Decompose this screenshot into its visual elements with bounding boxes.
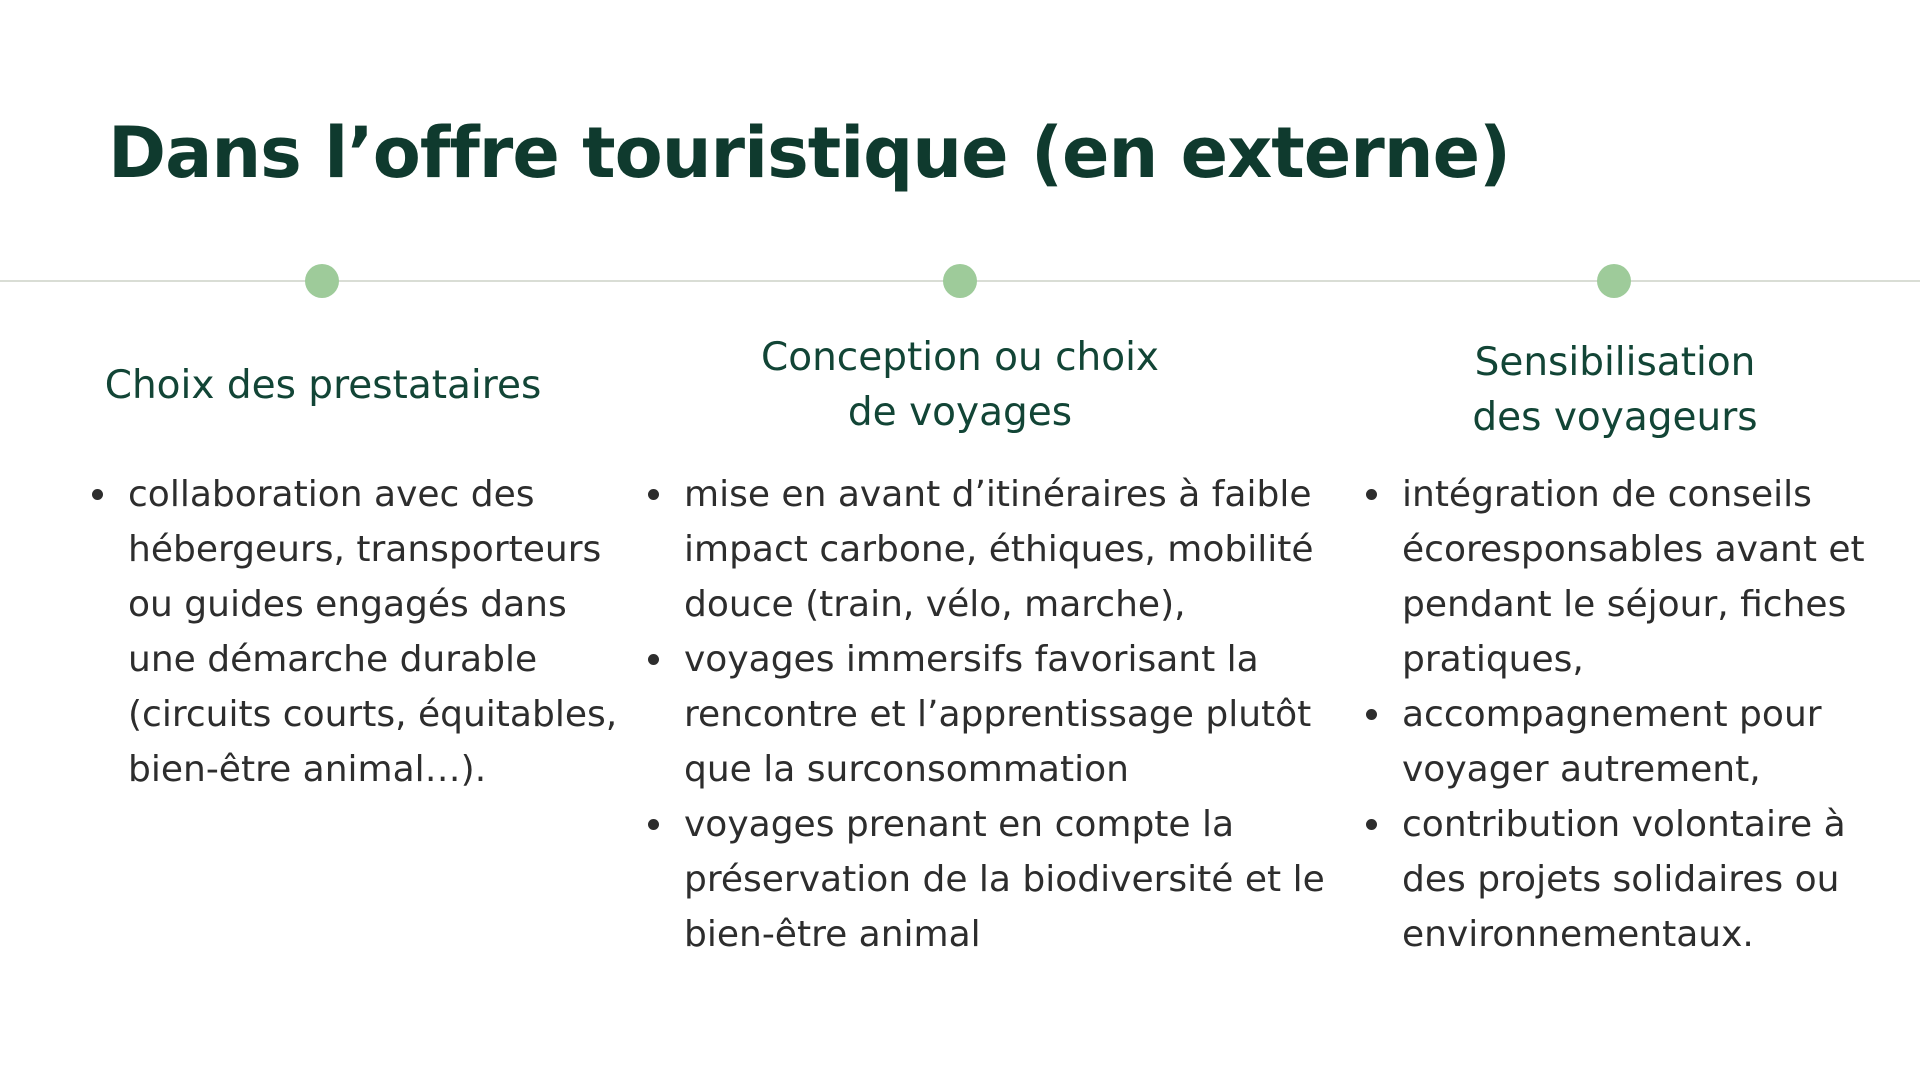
bullet-item: voyages prenant en compte la préservation de la biodiversité et le bien-être animal [648, 797, 1328, 962]
bullet-item: collaboration avec des hébergeurs, transporteurs ou guides engagés dans une démarche durable (circuits courts, équitables, bien-être animal…). [92, 467, 622, 797]
heading-line: des voyageurs [1472, 395, 1758, 440]
heading-line: de voyages [847, 390, 1073, 435]
slide-title: Dans l’offre touristique (en externe) [108, 112, 1511, 194]
column-heading-prestataires [100, 358, 546, 413]
bullet-list-prestataires [92, 467, 622, 797]
heading-line: Choix des prestataires [104, 363, 542, 408]
bullet-item: contribution volontaire à des projets solidaires ou environnementaux. [1366, 797, 1916, 962]
column-heading-sensibilisation [1400, 335, 1830, 445]
timeline-dot [1597, 264, 1631, 298]
bullet-list-sensibilisation [1366, 467, 1916, 962]
heading-line: Sensibilisation [1474, 340, 1756, 385]
bullet-item: intégration de conseils écoresponsables avant et pendant le séjour, fiches pratiques, [1366, 467, 1916, 687]
bullet-item: voyages immersifs favorisant la rencontre et l’apprentissage plutôt que la surconsommation [648, 632, 1328, 797]
bullet-item: mise en avant d’itinéraires à faible impact carbone, éthiques, mobilité douce (train, vélo, marche), [648, 467, 1328, 632]
column-heading-conception [710, 330, 1210, 440]
timeline-dot [305, 264, 339, 298]
timeline-dot [943, 264, 977, 298]
bullet-list-conception [648, 467, 1328, 962]
bullet-item: accompagnement pour voyager autrement, [1366, 687, 1916, 797]
heading-line: Conception ou choix [760, 335, 1160, 380]
